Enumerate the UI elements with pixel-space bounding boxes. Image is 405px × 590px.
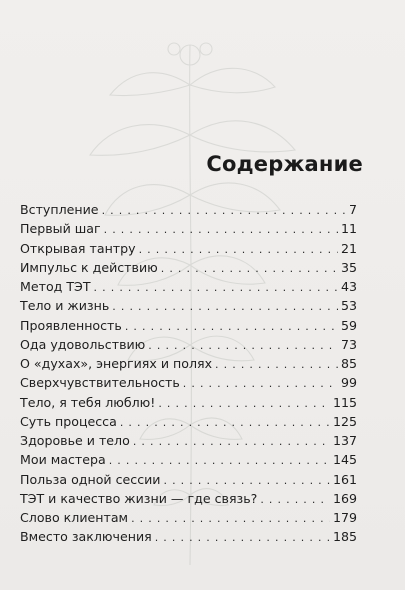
toc-entry-page-number: 169: [332, 490, 357, 506]
toc-entry-page-number: 99: [340, 375, 357, 391]
toc-entry: [20, 335, 357, 354]
toc-entry-page-number: 179: [332, 510, 357, 525]
toc-entry: [20, 258, 357, 277]
table-of-contents: [20, 200, 357, 547]
toc-entry: [20, 296, 357, 315]
toc-entry-page-number: 59: [340, 317, 357, 333]
dot-leader: [104, 220, 338, 239]
toc-entry-page-number: 7: [348, 202, 357, 217]
toc-entry: [20, 412, 357, 431]
dot-leader: [260, 490, 330, 509]
dot-leader: [183, 374, 338, 393]
toc-entry-page-number: 43: [340, 279, 357, 294]
toc-entry-page-number: 185: [332, 529, 357, 545]
toc-entry: [20, 373, 357, 392]
toc-entry: [20, 239, 357, 258]
toc-entry-page-number: 35: [340, 259, 357, 275]
toc-entry-page-number: 115: [332, 394, 357, 410]
dot-leader: [120, 413, 330, 432]
toc-entry: [20, 200, 357, 219]
toc-entry-page-number: 137: [332, 433, 357, 448]
toc-entry-title: Тело и жизнь: [20, 298, 110, 314]
toc-entry: [20, 508, 357, 527]
toc-entry-title: Мои мастера: [20, 452, 106, 468]
dot-leader: [215, 355, 338, 374]
toc-entry-title: Польза одной сессии: [20, 471, 161, 487]
dot-leader: [131, 509, 330, 528]
toc-entry: [20, 450, 357, 469]
dot-leader: [125, 317, 338, 336]
toc-entry-title: Суть процесса: [20, 413, 117, 429]
page-title: Содержание: [206, 152, 363, 176]
toc-entry-page-number: 11: [340, 221, 357, 237]
toc-entry-title: Импульс к действию: [20, 259, 158, 275]
toc-entry: [20, 489, 357, 508]
toc-entry-page-number: 73: [340, 336, 357, 352]
toc-entry-title: Первый шаг: [20, 221, 101, 237]
toc-entry: [20, 393, 357, 412]
toc-entry-page-number: 85: [340, 356, 357, 371]
dot-leader: [164, 471, 330, 490]
dot-leader: [112, 297, 338, 316]
toc-entry: [20, 316, 357, 335]
dot-leader: [155, 528, 330, 547]
toc-entry-title: Метод ТЭТ: [20, 279, 91, 294]
dot-leader: [161, 259, 338, 278]
toc-entry-page-number: 145: [332, 452, 357, 468]
toc-entry-title: ТЭТ и качество жизни — где связь?: [20, 490, 258, 506]
toc-entry-page-number: 53: [340, 298, 357, 314]
toc-entry-title: Проявленность: [20, 317, 122, 333]
toc-entry-page-number: 125: [332, 413, 357, 429]
toc-entry-title: Сверхчувствительность: [20, 375, 180, 391]
toc-entry: [20, 431, 357, 450]
dot-leader: [148, 336, 338, 355]
dot-leader: [139, 240, 338, 259]
dot-leader: [102, 201, 346, 220]
toc-entry-title: Слово клиентам: [20, 510, 129, 525]
toc-entry: [20, 277, 357, 296]
toc-entry-title: Здоровье и тело: [20, 433, 130, 448]
toc-entry-page-number: 21: [340, 240, 357, 256]
toc-entry-title: Тело, я тебя люблю!: [20, 394, 156, 410]
dot-leader: [109, 451, 330, 470]
toc-entry-title: Вступление: [20, 202, 99, 217]
dot-leader: [158, 394, 330, 413]
toc-entry: [20, 354, 357, 373]
toc-entry: [20, 527, 357, 546]
dot-leader: [94, 278, 338, 297]
toc-entry-page-number: 161: [332, 471, 357, 487]
dot-leader: [133, 432, 330, 451]
toc-entry-title: Вместо заключения: [20, 529, 152, 545]
toc-entry-title: Ода удовольствию: [20, 336, 146, 352]
toc-entry: [20, 219, 357, 238]
toc-entry: [20, 470, 357, 489]
toc-entry-title: О «духах», энергиях и полях: [20, 356, 213, 371]
toc-entry-title: Открывая тантру: [20, 240, 136, 256]
